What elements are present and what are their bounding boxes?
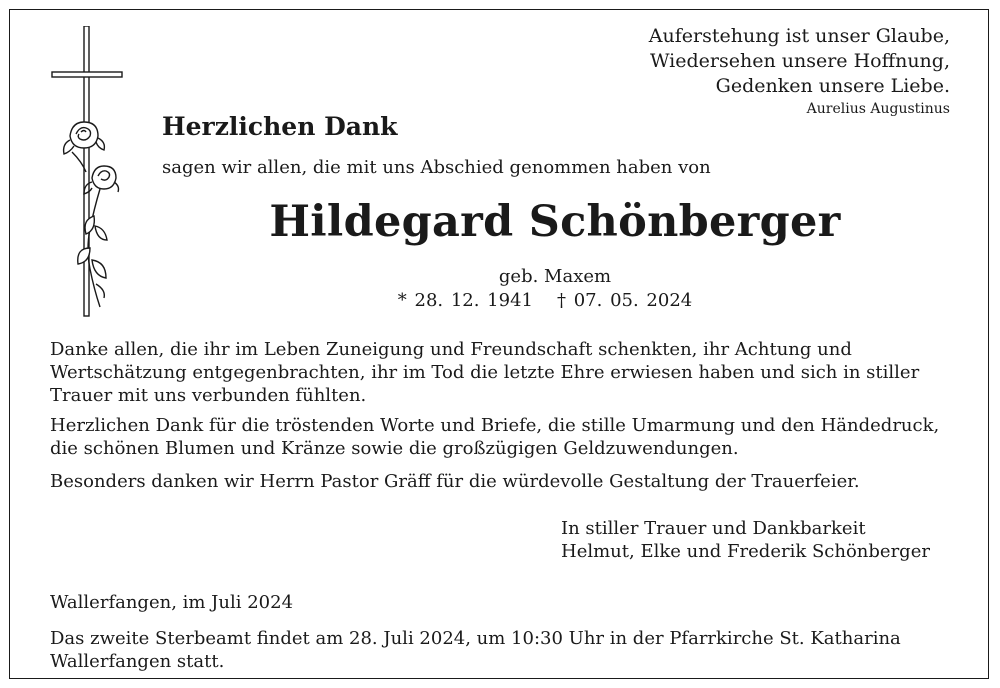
paragraph-condolences: Herzlichen Dank für die tröstenden Worte und Briefe, die stille Umarmung und den Händedruck, die schönen Blumen und Kränze sowie die großzügigen Geldzuwendungen. bbox=[50, 415, 940, 459]
death-date: † 07. 05. 2024 bbox=[557, 290, 693, 311]
heading: Herzlichen Dank bbox=[162, 112, 398, 141]
service-note: Das zweite Sterbeamt findet am 28. Juli 2024, um 10:30 Uhr in der Pfarrkirche St. Katharina Wallerfangen statt. bbox=[50, 628, 901, 672]
quote-line-1: Auferstehung ist unser Glaube, bbox=[648, 25, 950, 47]
quote-author: Aurelius Augustinus bbox=[806, 101, 950, 117]
signature-block bbox=[561, 517, 930, 563]
signature-line-1: In stiller Trauer und Dankbarkeit bbox=[561, 518, 866, 539]
quote-line-3: Gedenken unsere Liebe. bbox=[715, 75, 950, 97]
paragraph-pastor: Besonders danken wir Herrn Pastor Gräff für die würdevolle Gestaltung der Trauerfeier. bbox=[50, 471, 860, 492]
place-date: Wallerfangen, im Juli 2024 bbox=[50, 592, 294, 613]
maiden-name: geb. Maxem bbox=[498, 266, 612, 287]
intro-text: sagen wir allen, die mit uns Abschied genommen haben von bbox=[162, 157, 711, 178]
deceased-name: Hildegard Schönberger bbox=[269, 197, 841, 247]
paragraph-thanks: Danke allen, die ihr im Leben Zuneigung und Freundschaft schenkten, ihr Achtung und Wertschätzung entgegenbrachten, ihr im Tod die letzte Ehre erwiesen haben und sich in stiller Trauer mit uns verbunden fühlten. bbox=[50, 339, 920, 406]
birth-date: * 28. 12. 1941 bbox=[397, 290, 533, 311]
quote-block bbox=[649, 24, 950, 118]
life-dates bbox=[0, 290, 1000, 311]
signature-line-2: Helmut, Elke und Frederik Schönberger bbox=[561, 541, 930, 562]
quote-line-2: Wiedersehen unsere Hoffnung, bbox=[649, 50, 950, 72]
